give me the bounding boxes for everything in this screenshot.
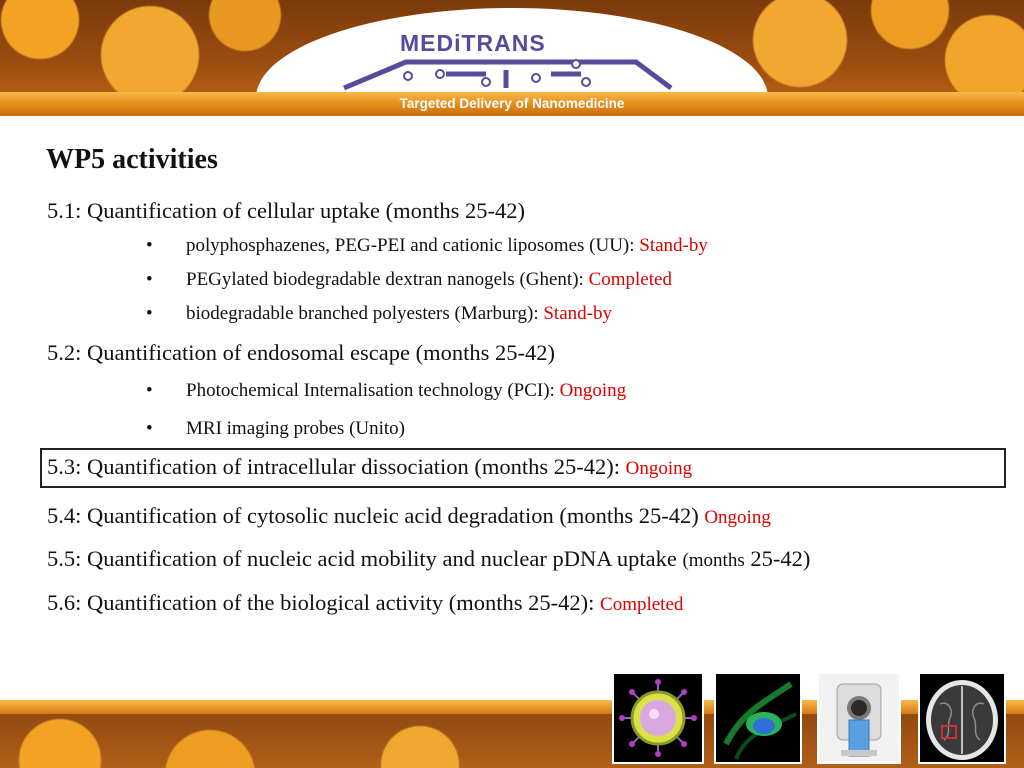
item-text: 5.3: Quantification of intracellular dissociation (months 25-42): [47,454,626,479]
bullet-text: MRI imaging probes (Unito) [186,418,406,439]
status-label: Stand-by [543,303,612,324]
logo-circuit-icon [336,52,676,92]
item-text: 5.5: Quantification of nucleic acid mobility and nuclear pDNA uptake [47,546,683,571]
bullet-icon: • [146,418,153,439]
bullet-item [146,380,626,402]
fluorescent-cell-image [714,672,802,764]
bullet-item [146,235,708,257]
status-label: Completed [600,594,684,615]
status-label: Ongoing [704,507,771,528]
logo-text: MEDiTRANS [400,30,546,56]
bullet-icon: • [146,235,153,256]
item-text: 5.6: Quantification of the biological activity (months 25-42): [47,590,601,615]
item-5-1 [47,198,525,224]
bullet-text: polyphosphazenes, PEG-PEI and cationic liposomes (UU): [186,235,640,256]
bullet-item [146,269,672,291]
bullet-text: Photochemical Internalisation technology (PCI): [186,380,560,401]
status-label: Stand-by [639,235,708,256]
item-5-5 [47,546,810,572]
bullet-text: PEGylated biodegradable dextran nanogels (Ghent): [186,269,589,290]
tagline-band [0,92,1024,116]
item-5-3 [47,454,692,480]
brain-mri-image [918,672,1006,764]
item-text: 5.1: Quantification of cellular uptake (months 25-42) [47,198,525,223]
status-label: Ongoing [625,458,693,479]
mri-scanner-image [817,672,901,764]
item-text: 5.2: Quantification of endosomal escape (months 25-42) [47,340,555,365]
bullet-icon: • [146,269,153,290]
status-label: Ongoing [559,380,627,401]
bullet-icon: • [146,380,153,401]
item-small-text: (months [682,550,745,571]
bullet-item [146,303,612,325]
slide-title: WP5 activities [46,144,218,175]
tagline: Targeted Delivery of Nanomedicine [399,96,625,111]
item-5-6 [47,590,683,616]
status-label: Completed [588,269,672,290]
nanoparticle-image [612,672,704,764]
item-text: 5.4: Quantification of cytosolic nucleic acid degradation (months 25-42) [47,503,705,528]
bullet-text: biodegradable branched polyesters (Marburg): [186,303,544,324]
item-tail-text: 25-42) [744,546,811,571]
header-banner [0,0,1024,116]
item-5-2 [47,340,555,366]
bullet-icon: • [146,303,153,324]
item-5-4 [47,503,771,529]
bullet-item [146,418,405,440]
